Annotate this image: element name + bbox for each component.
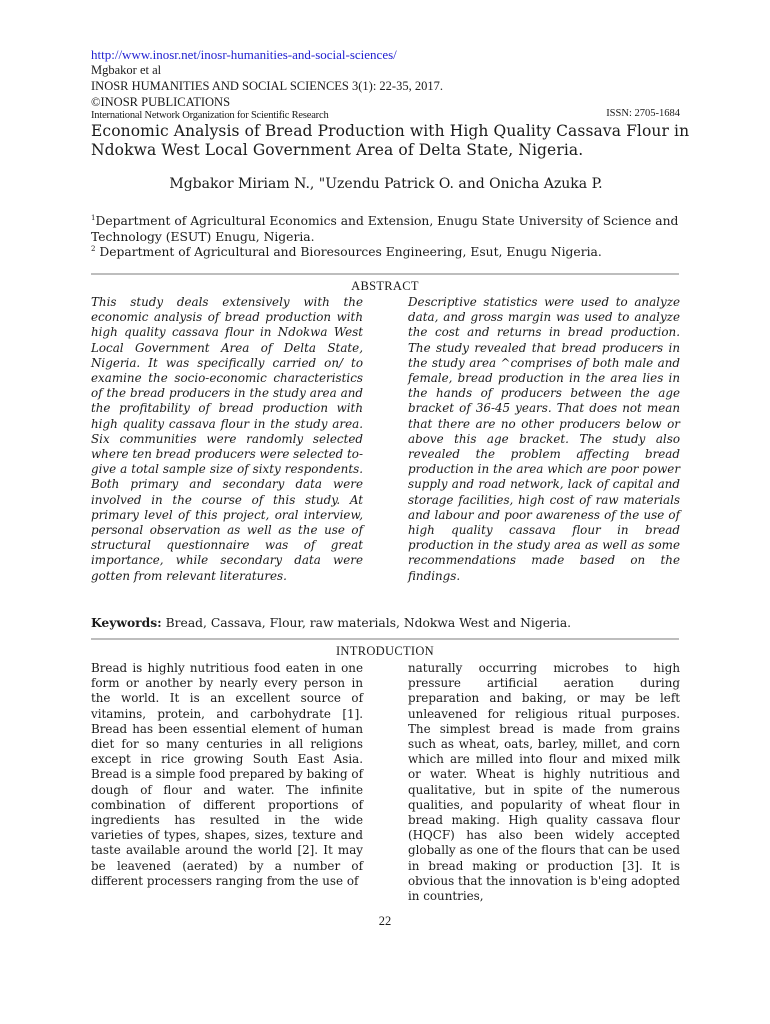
introduction-top-divider — [91, 638, 679, 640]
affiliation-mark-2: 2 — [91, 245, 96, 253]
introduction-left-column: Bread is highly nutritious food eaten in one form or another by nearly every person in the world. It is an excellent source of vitamins, protein, and carbohydrate [1]. Bread has been essential element of human diet for so many centuries in all religions except in rice growing South East Asia. Bread is a simple food prepared by baking of dough of flour and water. The infinite combination of different proportions of ingredients has resulted in the wide varieties of types, shapes, sizes, texture and taste available around the world [2]. It may be leavened (aerated) by a number of different processers ranging from the use of — [91, 661, 363, 888]
running-author — [91, 62, 161, 78]
journal-url-link[interactable]: http://www.inosr.net/inosr-humanities-and-social-sciences/ — [91, 47, 397, 62]
publisher-line: ©INOSR PUBLICATIONS — [91, 95, 231, 109]
affiliation-mark-1: 1 — [91, 214, 96, 222]
page-number: 22 — [378, 914, 392, 928]
introduction-heading: INTRODUCTION — [335, 644, 435, 658]
running-author-text: Mgbakor et al — [91, 63, 162, 77]
abstract-right-column: Descriptive statistics were used to analyze data, and gross margin was used to analyze the cost and returns in bread production. The study revealed that bread producers in the study area ^comprises of both male and female, bread production in the area lies in the hands of producers between the age bracket of 36-45 years. That does not mean that there are no other producers below or above this age bracket. The study also revealed the problem affecting bread production in the area which are poor power supply and road network, lack of capital and storage facilities, high cost of raw materials and labour and poor awareness of the use of high quality cassava flour in bread production in the study area as well as some recommendations made based on the findings. — [408, 295, 680, 583]
abstract-top-divider — [91, 273, 679, 275]
author-list: Mgbakor Miriam N., "Uzendu Patrick O. and Onicha Azuka P. — [169, 176, 603, 192]
abstract-heading: ABSTRACT — [351, 279, 419, 293]
affiliation-text-1: Department of Agricultural Economics and Extension, Enugu State University of Science and Technology (ESUT) Enugu, Nigeria. — [91, 214, 679, 244]
issn-label: ISSN: 2705-1684 — [606, 108, 680, 119]
organization-line: International Network Organization for Scientific Research — [91, 110, 329, 121]
journal-citation: INOSR HUMANITIES AND SOCIAL SCIENCES 3(1): 22-35, 2017. — [91, 79, 443, 93]
paper-title: Economic Analysis of Bread Production with High Quality Cassava Flour in Ndokwa West Local Government Area of Delta State, Nigeria. — [91, 122, 690, 159]
introduction-right-column: naturally occurring microbes to high pressure artificial aeration during preparation and baking, or may be left unleavened for religious ritual purposes. The simplest bread is made from grains such as wheat, oats, barley, millet, and corn which are milled into flour and mixed milk or water. Wheat is highly nutritious and qualitative, but in spite of the numerous qualities, and popularity of wheat flour in bread making. High quality cassava flour (HQCF) has also been widely accepted globally as one of the flours that can be used in bread making or production [3]. It is obvious that the innovation is b'eing adopted in countries, — [408, 661, 680, 904]
abstract-left-column: This study deals extensively with the economic analysis of bread production with high quality cassava flour in Ndokwa West Local Government Area of Delta State, Nigeria. It was specifically carried on/ to examine the socio-economic characteristics of the bread producers in the study area and the profitability of bread production with high quality cassava flour in the study area. Six communities were randomly selected where ten bread producers were selected to-give a total sample size of sixty respondents. Both primary and secondary data were involved in the course of this study. At primary level of this project, oral interview, personal observation as well as the use of structural questionnaire was of great importance, while secondary data were gotten from relevant literatures. — [91, 295, 363, 583]
affiliation-text-2: Department of Agricultural and Bioresources Engineering, Esut, Enugu Nigeria. — [95, 245, 602, 259]
affiliation-2 — [91, 241, 681, 260]
affiliation-1 — [91, 210, 681, 245]
keywords-line — [91, 615, 571, 630]
keywords-label: Keywords: — [91, 615, 162, 630]
keywords-text: Bread, Cassava, Flour, raw materials, Ndokwa West and Nigeria. — [161, 616, 572, 630]
